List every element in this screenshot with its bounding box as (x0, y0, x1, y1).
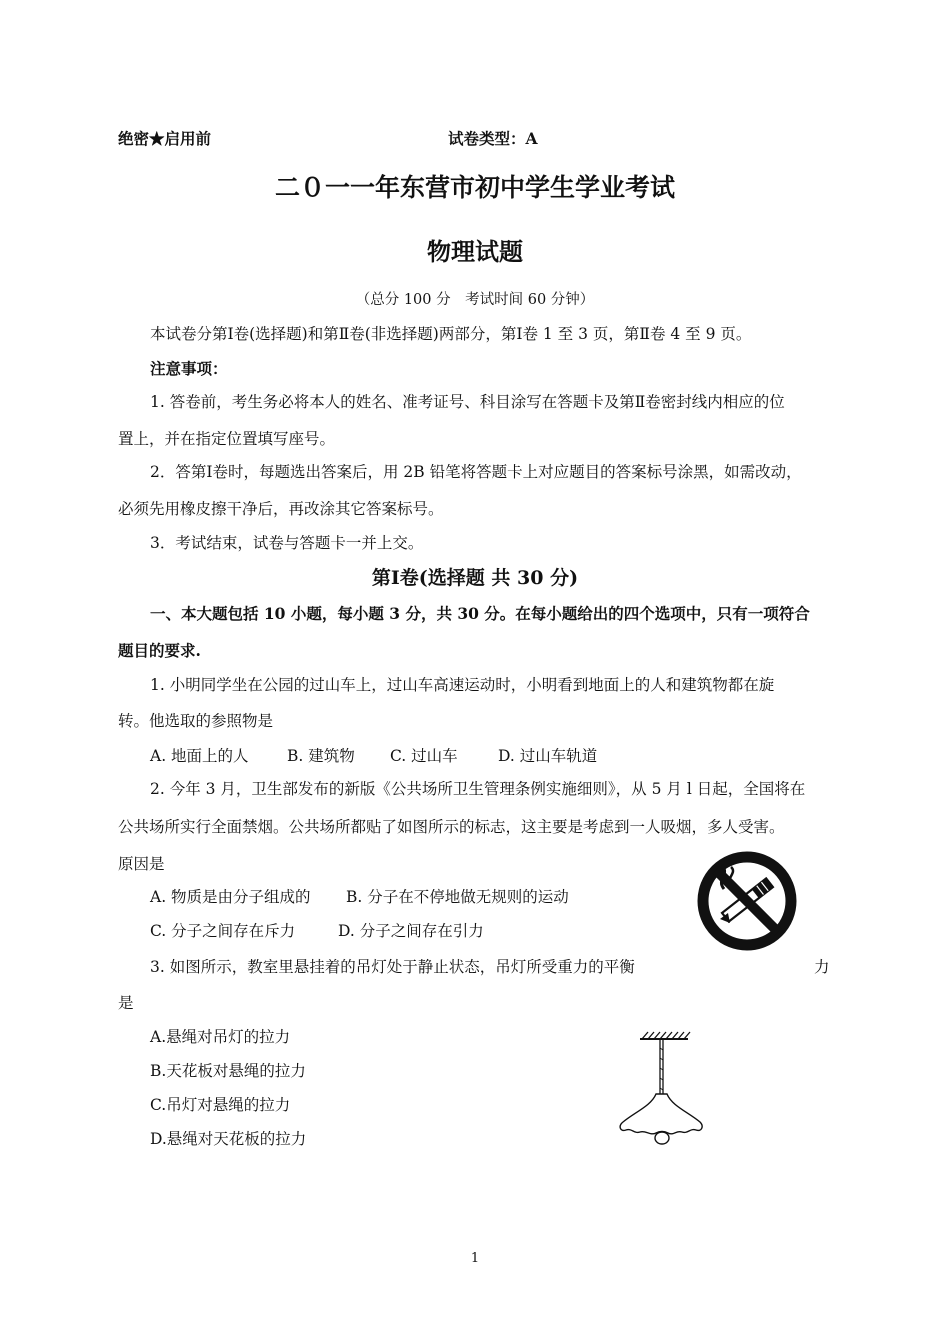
score-time: （总分 100 分 考试时间 60 分钟） (355, 292, 595, 308)
q1-option-c: C. 过山车 (390, 747, 458, 765)
note-2-line-2: 必须先用橡皮擦干净后，再改涂其它答案标号。 (118, 500, 444, 518)
hanging-lamp-icon (612, 1026, 712, 1150)
q3-line-2: 是 (118, 994, 134, 1012)
q2-option-d: D. 分子之间存在引力 (338, 922, 484, 940)
exam-subtitle: 物理试题 (427, 237, 523, 266)
q1-option-a: A. 地面上的人 (150, 747, 249, 765)
note-3: 3．考试结束，试卷与答题卡一并上交。 (150, 534, 424, 552)
paper-type: 试卷类型：A (448, 129, 538, 148)
no-smoking-sign-icon (694, 849, 800, 953)
q2-option-c: C. 分子之间存在斥力 (150, 922, 296, 940)
q3-option-a: A.悬绳对吊灯的拉力 (150, 1028, 291, 1046)
q1-option-b: B. 建筑物 (287, 747, 355, 765)
section-1-heading: 第Ⅰ卷(选择题 共 30 分) (371, 567, 579, 589)
exam-title: 二０一一年东营市初中学生学业考试 (274, 173, 675, 202)
q3-option-d: D.悬绳对天花板的拉力 (150, 1130, 307, 1148)
q1-option-d: D. 过山车轨道 (498, 747, 598, 765)
secret-level: 绝密★启用前 (118, 129, 212, 148)
q2-line-3: 原因是 (118, 855, 165, 873)
q2-option-b: B. 分子在不停地做无规则的运动 (346, 888, 569, 906)
intro-text: 本试卷分第Ⅰ卷(选择题)和第Ⅱ卷(非选择题)两部分，第Ⅰ卷 1 至 3 页，第Ⅱ卷 4 至 9 页。 (150, 325, 752, 343)
section-1-instructions-line-1: 一、本大题包括 10 小题，每小题 3 分，共 30 分。在每小题给出的四个选项中，只有一项符合 (150, 604, 810, 623)
q3-line-1: 3. 如图所示，教室里悬挂着的吊灯处于静止状态，吊灯所受重力的平衡 (150, 958, 635, 976)
notes-heading: 注意事项： (150, 359, 228, 378)
q3-line-1-tail: 力 (814, 958, 830, 976)
section-1-instructions-line-2: 题目的要求. (118, 641, 201, 660)
q3-option-c: C.吊灯对悬绳的拉力 (150, 1096, 291, 1114)
q1-line-2: 转。他选取的参照物是 (118, 712, 274, 730)
q1-line-1: 1. 小明同学坐在公园的过山车上，过山车高速运动时，小明看到地面上的人和建筑物都在旋 (150, 676, 775, 694)
note-1-line-2: 置上，并在指定位置填写座号。 (118, 430, 336, 448)
note-2-line-1: 2．答第Ⅰ卷时，每题选出答案后，用 2B 铅笔将答题卡上对应题目的答案标号涂黑，如需改动， (150, 463, 802, 481)
q2-option-a: A. 物质是由分子组成的 (150, 888, 311, 906)
page-number: 1 (470, 1251, 480, 1266)
q3-option-b: B.天花板对悬绳的拉力 (150, 1062, 306, 1080)
note-1-line-1: 1. 答卷前，考生务必将本人的姓名、准考证号、科目涂写在答题卡及第Ⅱ卷密封线内相应的位 (150, 393, 785, 411)
q2-line-2: 公共场所实行全面禁烟。公共场所都贴了如图所示的标志，这主要是考虑到一人吸烟，多人受害。 (118, 818, 785, 836)
q2-line-1: 2. 今年 3 月，卫生部发布的新版《公共场所卫生管理条例实施细则》，从 5 月 l 日起，全国将在 (150, 780, 806, 798)
